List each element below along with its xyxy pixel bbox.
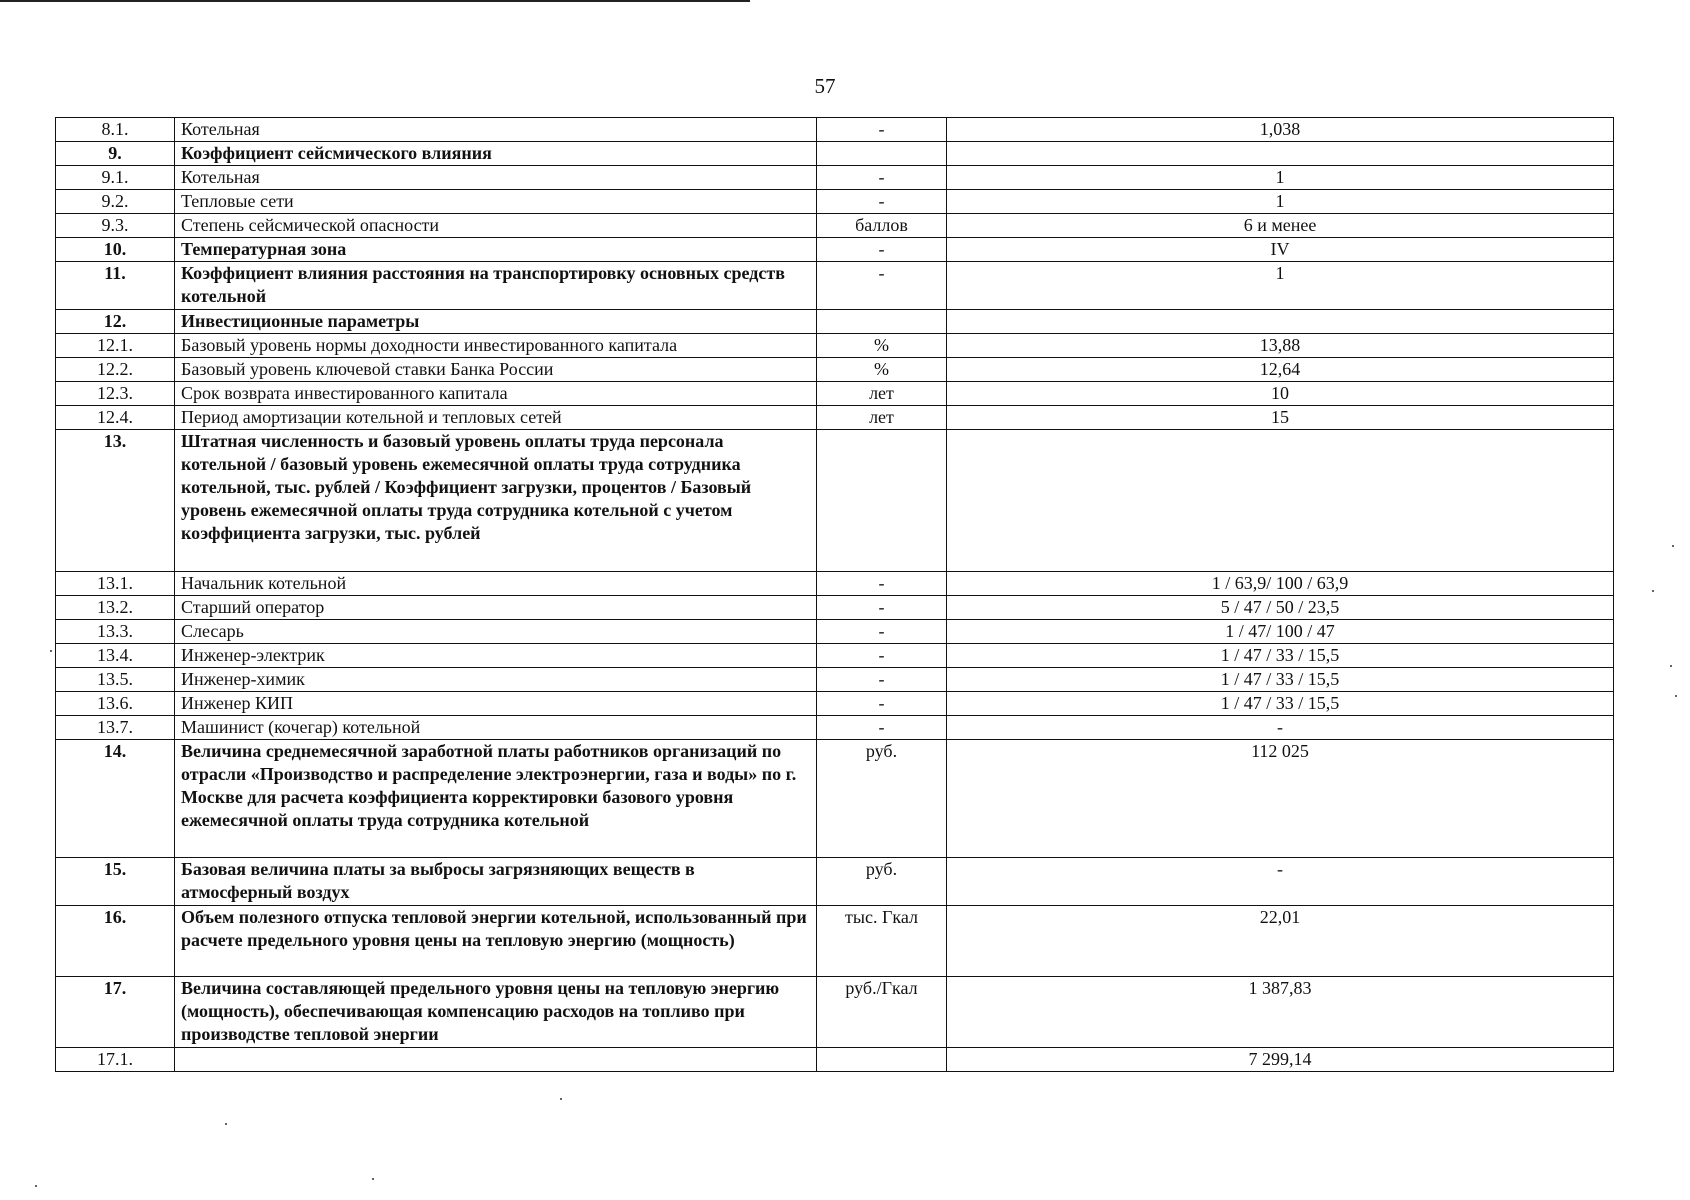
row-unit: % bbox=[817, 334, 947, 358]
row-name: Период амортизации котельной и тепловых сетей bbox=[175, 406, 817, 430]
row-value: 1 387,83 bbox=[947, 977, 1614, 1048]
row-unit: лет bbox=[817, 382, 947, 406]
scan-speck bbox=[225, 1123, 227, 1125]
row-unit bbox=[817, 142, 947, 166]
row-number: 8.1. bbox=[56, 118, 175, 142]
row-number: 16. bbox=[56, 906, 175, 977]
table-row bbox=[56, 430, 1614, 572]
row-value bbox=[947, 310, 1614, 334]
row-value: 12,64 bbox=[947, 358, 1614, 382]
row-value: - bbox=[947, 858, 1614, 906]
row-number: 13.2. bbox=[56, 596, 175, 620]
scan-speck bbox=[1672, 545, 1674, 547]
row-number: 9.2. bbox=[56, 190, 175, 214]
row-name: Инженер КИП bbox=[175, 692, 817, 716]
row-number: 13.6. bbox=[56, 692, 175, 716]
row-name: Котельная bbox=[175, 166, 817, 190]
row-unit: баллов bbox=[817, 214, 947, 238]
row-unit: - bbox=[817, 620, 947, 644]
row-number: 13.4. bbox=[56, 644, 175, 668]
row-unit: - bbox=[817, 596, 947, 620]
row-unit: - bbox=[817, 644, 947, 668]
row-number: 13.1. bbox=[56, 572, 175, 596]
row-number: 17. bbox=[56, 977, 175, 1048]
row-name: Объем полезного отпуска тепловой энергии котельной, использованный при расчете предельного уровня цены на тепловую энергию (мощность) bbox=[175, 906, 817, 977]
row-value: 1 / 47/ 100 / 47 bbox=[947, 620, 1614, 644]
scan-speck bbox=[1675, 695, 1677, 697]
row-unit: - bbox=[817, 572, 947, 596]
scan-speck bbox=[560, 1098, 562, 1100]
row-name: Величина среднемесячной заработной платы работников организаций по отрасли «Производство и распределение электроэнергии, газа и воды» по г. Москве для расчета коэффициента корректировки базового уровня ежемесячной оплаты труда сотрудника котельной bbox=[175, 740, 817, 858]
table-row bbox=[56, 668, 1614, 692]
row-unit: - bbox=[817, 692, 947, 716]
row-value: 1 / 47 / 33 / 15,5 bbox=[947, 644, 1614, 668]
row-unit bbox=[817, 310, 947, 334]
row-number: 12. bbox=[56, 310, 175, 334]
scan-speck bbox=[372, 1178, 374, 1180]
table-row bbox=[56, 358, 1614, 382]
row-name: Штатная численность и базовый уровень оплаты труда персонала котельной / базовый уровень ежемесячной оплаты труда сотрудника котельной, тыс. рублей / Коэффициент загрузки, процентов / Базовый уровень ежемесячной оплаты труда сотрудника котельной с учетом коэффициента загрузки, тыс. рублей bbox=[175, 430, 817, 572]
row-value: 1 bbox=[947, 190, 1614, 214]
row-name: Начальник котельной bbox=[175, 572, 817, 596]
table-row bbox=[56, 620, 1614, 644]
row-unit: % bbox=[817, 358, 947, 382]
row-name: Котельная bbox=[175, 118, 817, 142]
row-value: 22,01 bbox=[947, 906, 1614, 977]
row-unit: - bbox=[817, 716, 947, 740]
row-number: 13.5. bbox=[56, 668, 175, 692]
table-row bbox=[56, 238, 1614, 262]
table-row bbox=[56, 406, 1614, 430]
row-unit: тыс. Гкал bbox=[817, 906, 947, 977]
row-number: 13.7. bbox=[56, 716, 175, 740]
row-name: Температурная зона bbox=[175, 238, 817, 262]
row-name: Старший оператор bbox=[175, 596, 817, 620]
parameters-table bbox=[55, 117, 1614, 1072]
row-unit: - bbox=[817, 668, 947, 692]
row-value: IV bbox=[947, 238, 1614, 262]
row-name: Слесарь bbox=[175, 620, 817, 644]
table-row bbox=[56, 190, 1614, 214]
row-name: Коэффициент сейсмического влияния bbox=[175, 142, 817, 166]
row-unit: руб. bbox=[817, 858, 947, 906]
table-row bbox=[56, 214, 1614, 238]
row-value: 15 bbox=[947, 406, 1614, 430]
row-name: Величина составляющей предельного уровня цены на тепловую энергию (мощность), обеспечивающая компенсацию расходов на топливо при производстве тепловой энергии bbox=[175, 977, 817, 1048]
row-number: 13.3. bbox=[56, 620, 175, 644]
top-scan-rule bbox=[0, 0, 750, 2]
row-number: 15. bbox=[56, 858, 175, 906]
table-row bbox=[56, 572, 1614, 596]
scan-speck bbox=[35, 1185, 37, 1187]
row-name: Базовая величина платы за выбросы загрязняющих веществ в атмосферный воздух bbox=[175, 858, 817, 906]
row-unit: - bbox=[817, 262, 947, 310]
table-row bbox=[56, 118, 1614, 142]
row-number: 12.3. bbox=[56, 382, 175, 406]
table-row bbox=[56, 1048, 1614, 1072]
row-unit: - bbox=[817, 166, 947, 190]
row-unit: руб. bbox=[817, 740, 947, 858]
row-number: 12.2. bbox=[56, 358, 175, 382]
row-number: 9.1. bbox=[56, 166, 175, 190]
row-name bbox=[175, 1048, 817, 1072]
row-value: 1 / 63,9/ 100 / 63,9 bbox=[947, 572, 1614, 596]
table-row bbox=[56, 906, 1614, 977]
row-name: Базовый уровень ключевой ставки Банка России bbox=[175, 358, 817, 382]
row-name: Инвестиционные параметры bbox=[175, 310, 817, 334]
row-number: 17.1. bbox=[56, 1048, 175, 1072]
table-row bbox=[56, 716, 1614, 740]
row-value: 1 bbox=[947, 262, 1614, 310]
row-name: Коэффициент влияния расстояния на транспортировку основных средств котельной bbox=[175, 262, 817, 310]
page-number: 57 bbox=[814, 74, 836, 98]
row-name: Срок возврата инвестированного капитала bbox=[175, 382, 817, 406]
row-value: 1,038 bbox=[947, 118, 1614, 142]
row-unit bbox=[817, 1048, 947, 1072]
row-value bbox=[947, 430, 1614, 572]
row-value: 7 299,14 bbox=[947, 1048, 1614, 1072]
table-row bbox=[56, 142, 1614, 166]
scan-speck bbox=[1652, 590, 1654, 592]
row-value: 13,88 bbox=[947, 334, 1614, 358]
row-value: 1 / 47 / 33 / 15,5 bbox=[947, 668, 1614, 692]
table-row bbox=[56, 310, 1614, 334]
row-number: 12.1. bbox=[56, 334, 175, 358]
row-unit: - bbox=[817, 190, 947, 214]
row-unit bbox=[817, 430, 947, 572]
row-value: 1 / 47 / 33 / 15,5 bbox=[947, 692, 1614, 716]
table-row bbox=[56, 166, 1614, 190]
row-number: 13. bbox=[56, 430, 175, 572]
scan-speck bbox=[1670, 665, 1672, 667]
row-value: 5 / 47 / 50 / 23,5 bbox=[947, 596, 1614, 620]
row-number: 11. bbox=[56, 262, 175, 310]
row-name: Инженер-химик bbox=[175, 668, 817, 692]
table-row bbox=[56, 334, 1614, 358]
row-unit: лет bbox=[817, 406, 947, 430]
row-number: 12.4. bbox=[56, 406, 175, 430]
row-number: 10. bbox=[56, 238, 175, 262]
table-row bbox=[56, 858, 1614, 906]
row-unit: - bbox=[817, 238, 947, 262]
table-row bbox=[56, 596, 1614, 620]
table-row bbox=[56, 977, 1614, 1048]
table-body bbox=[56, 118, 1614, 1072]
scan-speck bbox=[50, 650, 52, 652]
table-row bbox=[56, 644, 1614, 668]
row-number: 9. bbox=[56, 142, 175, 166]
row-name: Инженер-электрик bbox=[175, 644, 817, 668]
row-name: Степень сейсмической опасности bbox=[175, 214, 817, 238]
table-row bbox=[56, 262, 1614, 310]
row-value bbox=[947, 142, 1614, 166]
row-unit: руб./Гкал bbox=[817, 977, 947, 1048]
row-unit: - bbox=[817, 118, 947, 142]
row-number: 14. bbox=[56, 740, 175, 858]
row-value: 6 и менее bbox=[947, 214, 1614, 238]
row-number: 9.3. bbox=[56, 214, 175, 238]
row-value: - bbox=[947, 716, 1614, 740]
row-name: Базовый уровень нормы доходности инвестированного капитала bbox=[175, 334, 817, 358]
row-value: 112 025 bbox=[947, 740, 1614, 858]
table-row bbox=[56, 740, 1614, 858]
table-row bbox=[56, 692, 1614, 716]
row-value: 1 bbox=[947, 166, 1614, 190]
row-value: 10 bbox=[947, 382, 1614, 406]
row-name: Машинист (кочегар) котельной bbox=[175, 716, 817, 740]
table-row bbox=[56, 382, 1614, 406]
row-name: Тепловые сети bbox=[175, 190, 817, 214]
